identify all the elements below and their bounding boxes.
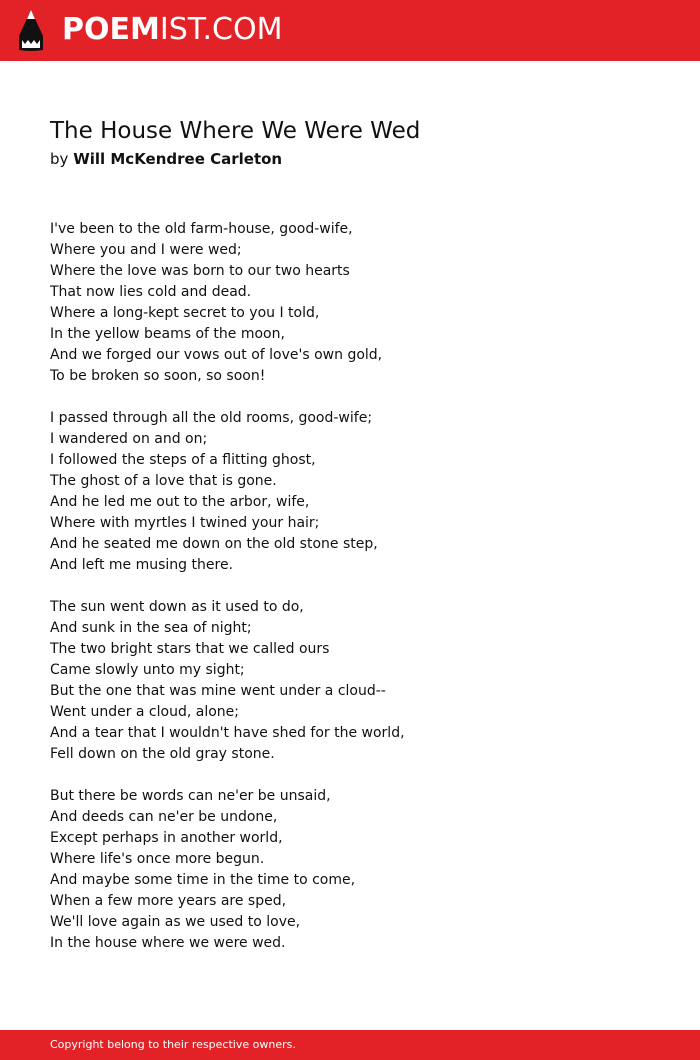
poem-line: But the one that was mine went under a cloud-- [50, 683, 386, 699]
poem-line: Where a long-kept secret to you I told, [50, 305, 320, 321]
brand-bold: POEM [62, 12, 160, 47]
poem-line: Fell down on the old gray stone. [50, 746, 275, 762]
byline [50, 149, 282, 169]
poem-line: When a few more years are sped, [50, 893, 287, 909]
poem-line: The ghost of a love that is gone. [50, 473, 277, 489]
poem-line: Where life's once more begun. [50, 851, 265, 867]
stanza [50, 597, 650, 765]
stanza [50, 408, 650, 576]
poem-line: Came slowly unto my sight; [50, 662, 245, 678]
poem-line: We'll love again as we used to love, [50, 914, 301, 930]
poem-line: I wandered on and on; [50, 431, 208, 447]
poem-line: And a tear that I wouldn't have shed for the world, [50, 725, 405, 741]
author-name: Will McKendree Carleton [73, 150, 283, 168]
poem-line: And he led me out to the arbor, wife, [50, 494, 310, 510]
poem-line: And left me musing there. [50, 557, 234, 573]
poem-line: In the house where we were wed. [50, 935, 286, 951]
poem-line: And deeds can ne'er be undone, [50, 809, 278, 825]
poem-line: Where you and I were wed; [50, 242, 242, 258]
poem-line: In the yellow beams of the moon, [50, 326, 285, 342]
poem-line: Where with myrtles I twined your hair; [50, 515, 320, 531]
poem-line: The two bright stars that we called ours [50, 641, 330, 657]
site-logo-text[interactable] [62, 12, 282, 48]
poem-line: And sunk in the sea of night; [50, 620, 252, 636]
poem-line: Went under a cloud, alone; [50, 704, 239, 720]
poem-line: And we forged our vows out of love's own gold, [50, 347, 383, 363]
copyright-notice: Copyright belong to their respective owners. [50, 1038, 296, 1051]
poem-line: I passed through all the old rooms, good-wife; [50, 410, 373, 426]
poem-line: I've been to the old farm-house, good-wife, [50, 221, 353, 237]
poem-line: The sun went down as it used to do, [50, 599, 304, 615]
poem-line: But there be words can ne'er be unsaid, [50, 788, 331, 804]
poem-body [50, 219, 650, 975]
by-label: by [50, 150, 69, 168]
poem-line: That now lies cold and dead. [50, 284, 252, 300]
poem-line: Where the love was born to our two hearts [50, 263, 350, 279]
poem-line: And he seated me down on the old stone step, [50, 536, 378, 552]
brand-light: IST.COM [159, 12, 283, 47]
poem-title: The House Where We Were Wed [50, 118, 421, 144]
poem-line: Except perhaps in another world, [50, 830, 283, 846]
site-footer [0, 1030, 700, 1060]
poem-line: And maybe some time in the time to come, [50, 872, 356, 888]
site-header [0, 0, 700, 61]
pencil-nib-icon[interactable] [18, 10, 44, 52]
stanza [50, 219, 650, 387]
stanza [50, 786, 650, 954]
poem-line: To be broken so soon, so soon! [50, 368, 266, 384]
poem-line: I followed the steps of a flitting ghost, [50, 452, 316, 468]
